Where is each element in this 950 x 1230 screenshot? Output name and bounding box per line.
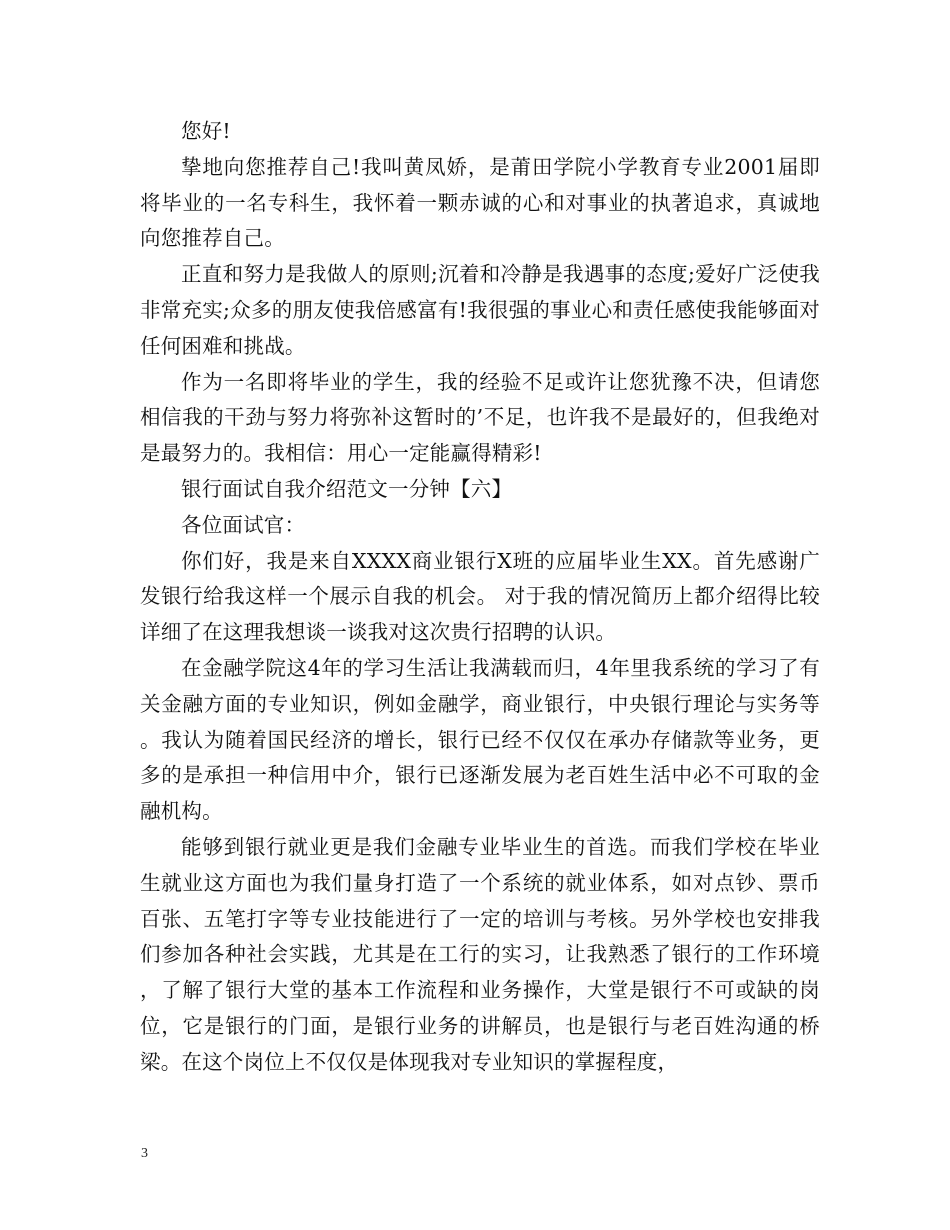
section-heading: 银行面试自我介绍范文一分钟【六】 [181, 476, 513, 501]
paragraph-experience: 作为一名即将毕业的学生，我的经验不足或许让您犹豫不决，但请您相信我的干劲与努力将弥补这暂时的’不足，也许我不是最好的，但我绝对是最努力的。我相信：用心一定能赢得精彩! [140, 369, 820, 466]
document-body [140, 114, 820, 1081]
page-number: 3 [141, 1146, 148, 1161]
paragraph-employment: 能够到银行就业更是我们金融专业毕业生的首选。而我们学校在毕业生就业这方面也为我们量身打造了一个系统的就业体系，如对点钞、票币百张、五笔打字等专业技能进行了一定的培训与考核。另外学校也安排我们参加各种社会实践，尤其是在工行的实习，让我熟悉了银行的工作环境，了解了银行大堂的基本工作流程和业务操作，大堂是银行不可或缺的岗位，它是银行的门面，是银行业务的讲解员，也是银行与老百姓沟通的桥梁。在这个岗位上不仅仅是体现我对专业知识的掌握程度， [140, 834, 820, 1074]
paragraph-salutation: 各位面试官： [181, 512, 306, 537]
paragraph-principles: 正直和努力是我做人的原则;沉着和冷静是我遇事的态度;爱好广泛使我非常充实;众多的朋友使我倍感富有!我很强的事业心和责任感使我能够面对任何困难和挑战。 [140, 262, 820, 358]
paragraph-introduction: 挚地向您推荐自己!我叫黄凤娇，是莆田学院小学教育专业2001届即将毕业的一名专科生，我怀着一颗赤诚的心和对事业的执著追求，真诚地向您推荐自己。 [140, 154, 820, 251]
paragraph-self-intro: 你们好，我是来自XXXX商业银行X班的应届毕业生XX。首先感谢广发银行给我这样一个展示自我的机会。 对于我的情况简历上都介绍得比较详细了在这理我想谈一谈我对这次贵行招聘的认识。 [140, 548, 820, 645]
paragraph-study: 在金融学院这4年的学习生活让我满载而归，4年里我系统的学习了有关金融方面的专业知识，例如金融学，商业银行，中央银行理论与实务等。我认为随着国民经济的增长，银行已经不仅仅在承办存储款等业务，更多的是承担一种信用中介，银行已逐渐发展为老百姓生活中必不可取的金融机构。 [140, 655, 820, 824]
paragraph-greeting: 您好! [181, 119, 231, 143]
